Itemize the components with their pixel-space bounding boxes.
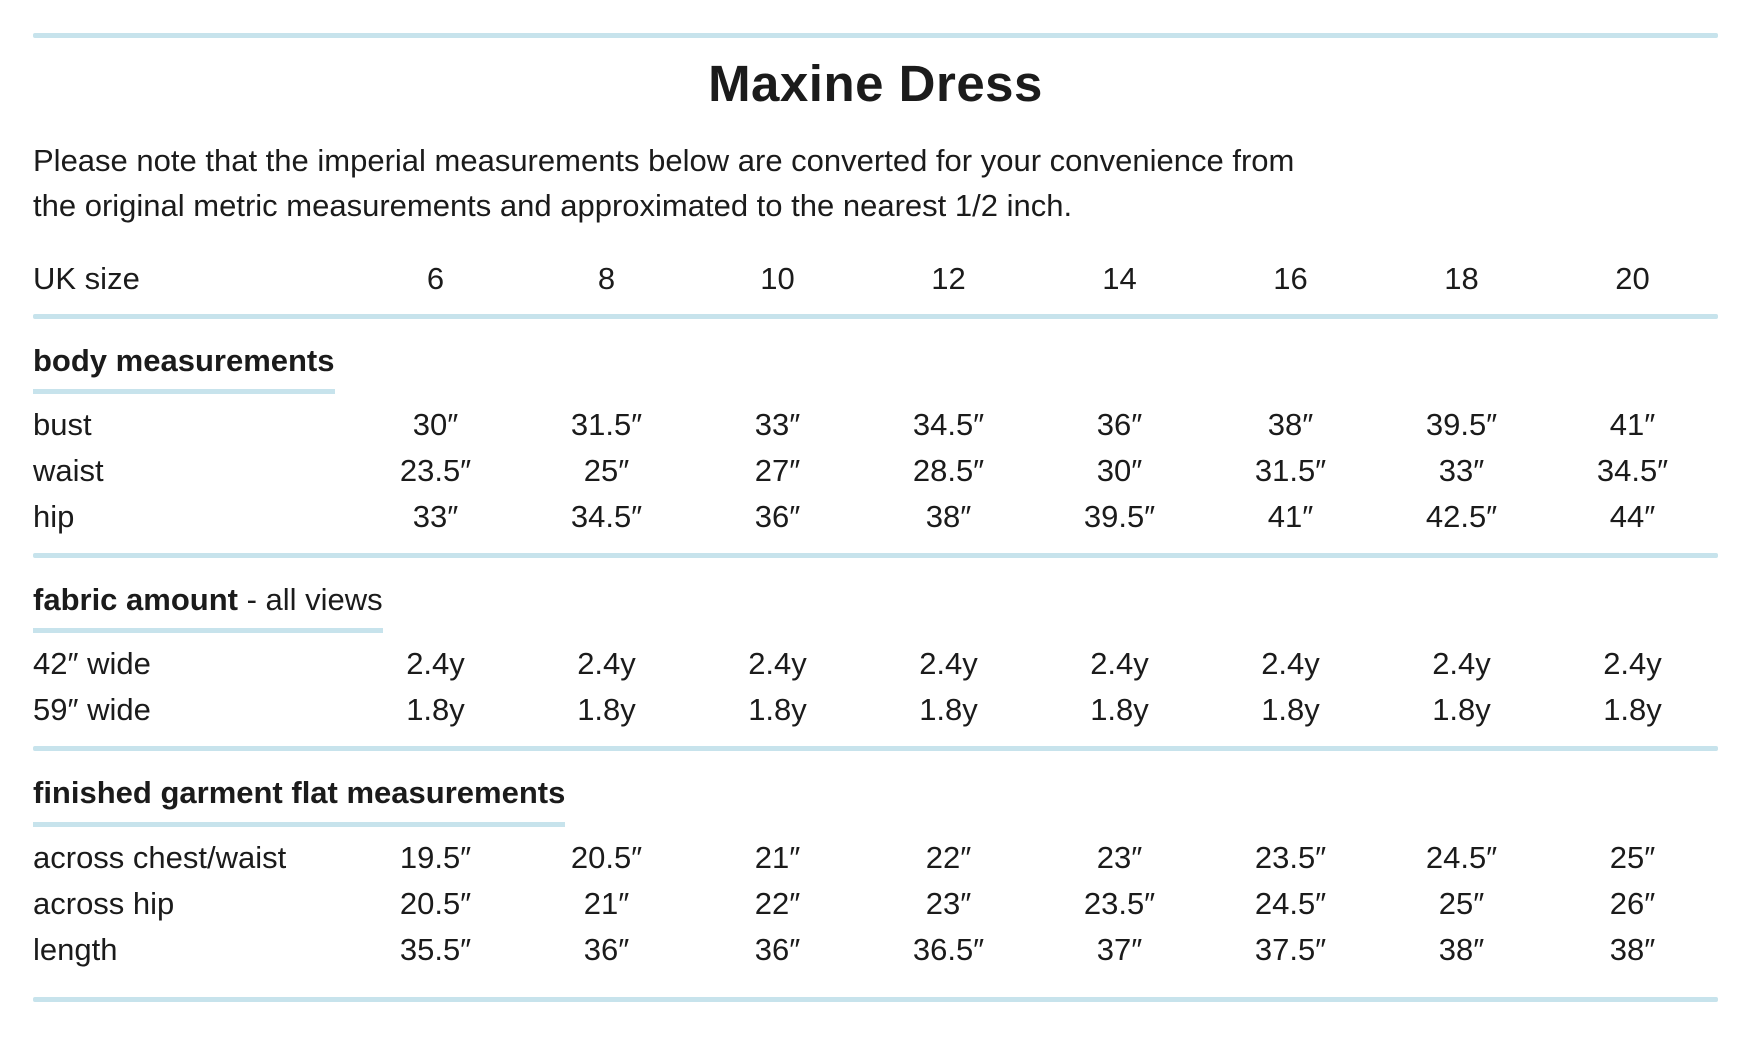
cell-value: 2.4y	[748, 646, 807, 682]
cell-value: 34.5″	[1596, 453, 1669, 489]
cell-value: 31.5″	[570, 407, 643, 443]
size-header-value: 20	[1615, 260, 1650, 296]
bottom-divider-line	[33, 997, 1718, 1002]
cell-value: 28.5″	[912, 453, 985, 489]
cell-value: 2.4y	[577, 646, 636, 682]
table-row	[33, 641, 1718, 687]
cell-value: 2.4y	[406, 646, 465, 682]
table-row	[33, 881, 1718, 927]
cell-value: 1.8y	[919, 692, 978, 728]
cell-value: 36″	[754, 499, 801, 535]
cell-value: 42.5″	[1425, 499, 1498, 535]
cell-value: 1.8y	[1603, 692, 1662, 728]
table-row	[33, 494, 1718, 540]
size-header-value: 18	[1444, 260, 1479, 296]
cell-value: 34.5″	[912, 407, 985, 443]
cell-value: 24.5″	[1254, 885, 1327, 921]
note-line-2: the original metric measurements and approximated to the nearest 1/2 inch.	[33, 187, 1073, 223]
table-row	[33, 927, 1718, 973]
cell-value: 2.4y	[1432, 646, 1491, 682]
cell-value: 30″	[412, 407, 459, 443]
cell-value: 2.4y	[1261, 646, 1320, 682]
section-finished-garment	[33, 751, 1718, 972]
cell-value: 38″	[1267, 407, 1314, 443]
cell-value: 36.5″	[912, 931, 985, 967]
cell-value: 1.8y	[748, 692, 807, 728]
section-heading-suffix: - all views	[237, 582, 383, 618]
row-label: 42″ wide	[33, 646, 151, 682]
cell-value: 41″	[1609, 407, 1656, 443]
cell-value: 34.5″	[570, 499, 643, 535]
section-heading	[33, 773, 565, 826]
cell-value: 39.5″	[1083, 499, 1156, 535]
cell-value: 44″	[1609, 499, 1656, 535]
size-header-value: 12	[931, 260, 966, 296]
table-row	[33, 687, 1718, 733]
section-heading-text: body measurements	[33, 342, 335, 378]
row-label: bust	[33, 407, 92, 443]
cell-value: 21″	[583, 885, 630, 921]
cell-value: 22″	[754, 885, 801, 921]
cell-value: 23.5″	[1083, 885, 1156, 921]
size-header-value: 6	[426, 260, 445, 296]
cell-value: 23.5″	[399, 453, 472, 489]
cell-value: 24.5″	[1425, 839, 1498, 875]
cell-value: 30″	[1096, 453, 1143, 489]
section-heading	[33, 341, 335, 394]
cell-value: 25″	[583, 453, 630, 489]
page-title: Maxine Dress	[708, 55, 1043, 112]
row-label: hip	[33, 499, 75, 535]
size-header-value: 16	[1273, 260, 1308, 296]
cell-value: 27″	[754, 453, 801, 489]
section-heading-text: finished garment flat measurements	[33, 775, 566, 811]
table-row	[33, 835, 1718, 881]
cell-value: 38″	[1609, 931, 1656, 967]
cell-value: 39.5″	[1425, 407, 1498, 443]
cell-value: 41″	[1267, 499, 1314, 535]
row-label: length	[33, 931, 118, 967]
intro-note	[33, 139, 1718, 229]
section-body-measurements	[33, 319, 1718, 540]
section-fabric-amount	[33, 558, 1718, 733]
cell-value: 38″	[925, 499, 972, 535]
row-label: 59″ wide	[33, 692, 151, 728]
row-label: waist	[33, 453, 104, 489]
size-header-value: 10	[760, 260, 795, 296]
cell-value: 25″	[1438, 885, 1485, 921]
cell-value: 1.8y	[1432, 692, 1491, 728]
cell-value: 20.5″	[399, 885, 472, 921]
top-divider-line	[33, 33, 1718, 38]
cell-value: 1.8y	[1261, 692, 1320, 728]
cell-value: 36″	[754, 931, 801, 967]
cell-value: 1.8y	[577, 692, 636, 728]
section-heading-text: fabric amount	[33, 582, 238, 618]
cell-value: 38″	[1438, 931, 1485, 967]
cell-value: 1.8y	[406, 692, 465, 728]
size-header-value: 14	[1102, 260, 1137, 296]
note-line-1: Please note that the imperial measurements below are converted for your convenience from	[33, 143, 1295, 178]
cell-value: 33″	[754, 407, 801, 443]
cell-value: 2.4y	[1603, 646, 1662, 682]
size-header-value: 8	[597, 260, 616, 296]
cell-value: 19.5″	[399, 839, 472, 875]
row-label: across hip	[33, 885, 175, 921]
cell-value: 35.5″	[399, 931, 472, 967]
cell-value: 23″	[1096, 839, 1143, 875]
cell-value: 21″	[754, 839, 801, 875]
size-header-row	[33, 257, 1718, 301]
section-heading	[33, 580, 383, 633]
cell-value: 26″	[1609, 885, 1656, 921]
cell-value: 33″	[412, 499, 459, 535]
row-label: across chest/waist	[33, 839, 287, 875]
cell-value: 2.4y	[919, 646, 978, 682]
cell-value: 25″	[1609, 839, 1656, 875]
cell-value: 36″	[583, 931, 630, 967]
cell-value: 37″	[1096, 931, 1143, 967]
cell-value: 23.5″	[1254, 839, 1327, 875]
cell-value: 22″	[925, 839, 972, 875]
cell-value: 33″	[1438, 453, 1485, 489]
table-row	[33, 448, 1718, 494]
cell-value: 23″	[925, 885, 972, 921]
cell-value: 2.4y	[1090, 646, 1149, 682]
size-header-label: UK size	[33, 260, 140, 296]
table-row	[33, 402, 1718, 448]
cell-value: 31.5″	[1254, 453, 1327, 489]
cell-value: 1.8y	[1090, 692, 1149, 728]
cell-value: 36″	[1096, 407, 1143, 443]
cell-value: 37.5″	[1254, 931, 1327, 967]
cell-value: 20.5″	[570, 839, 643, 875]
